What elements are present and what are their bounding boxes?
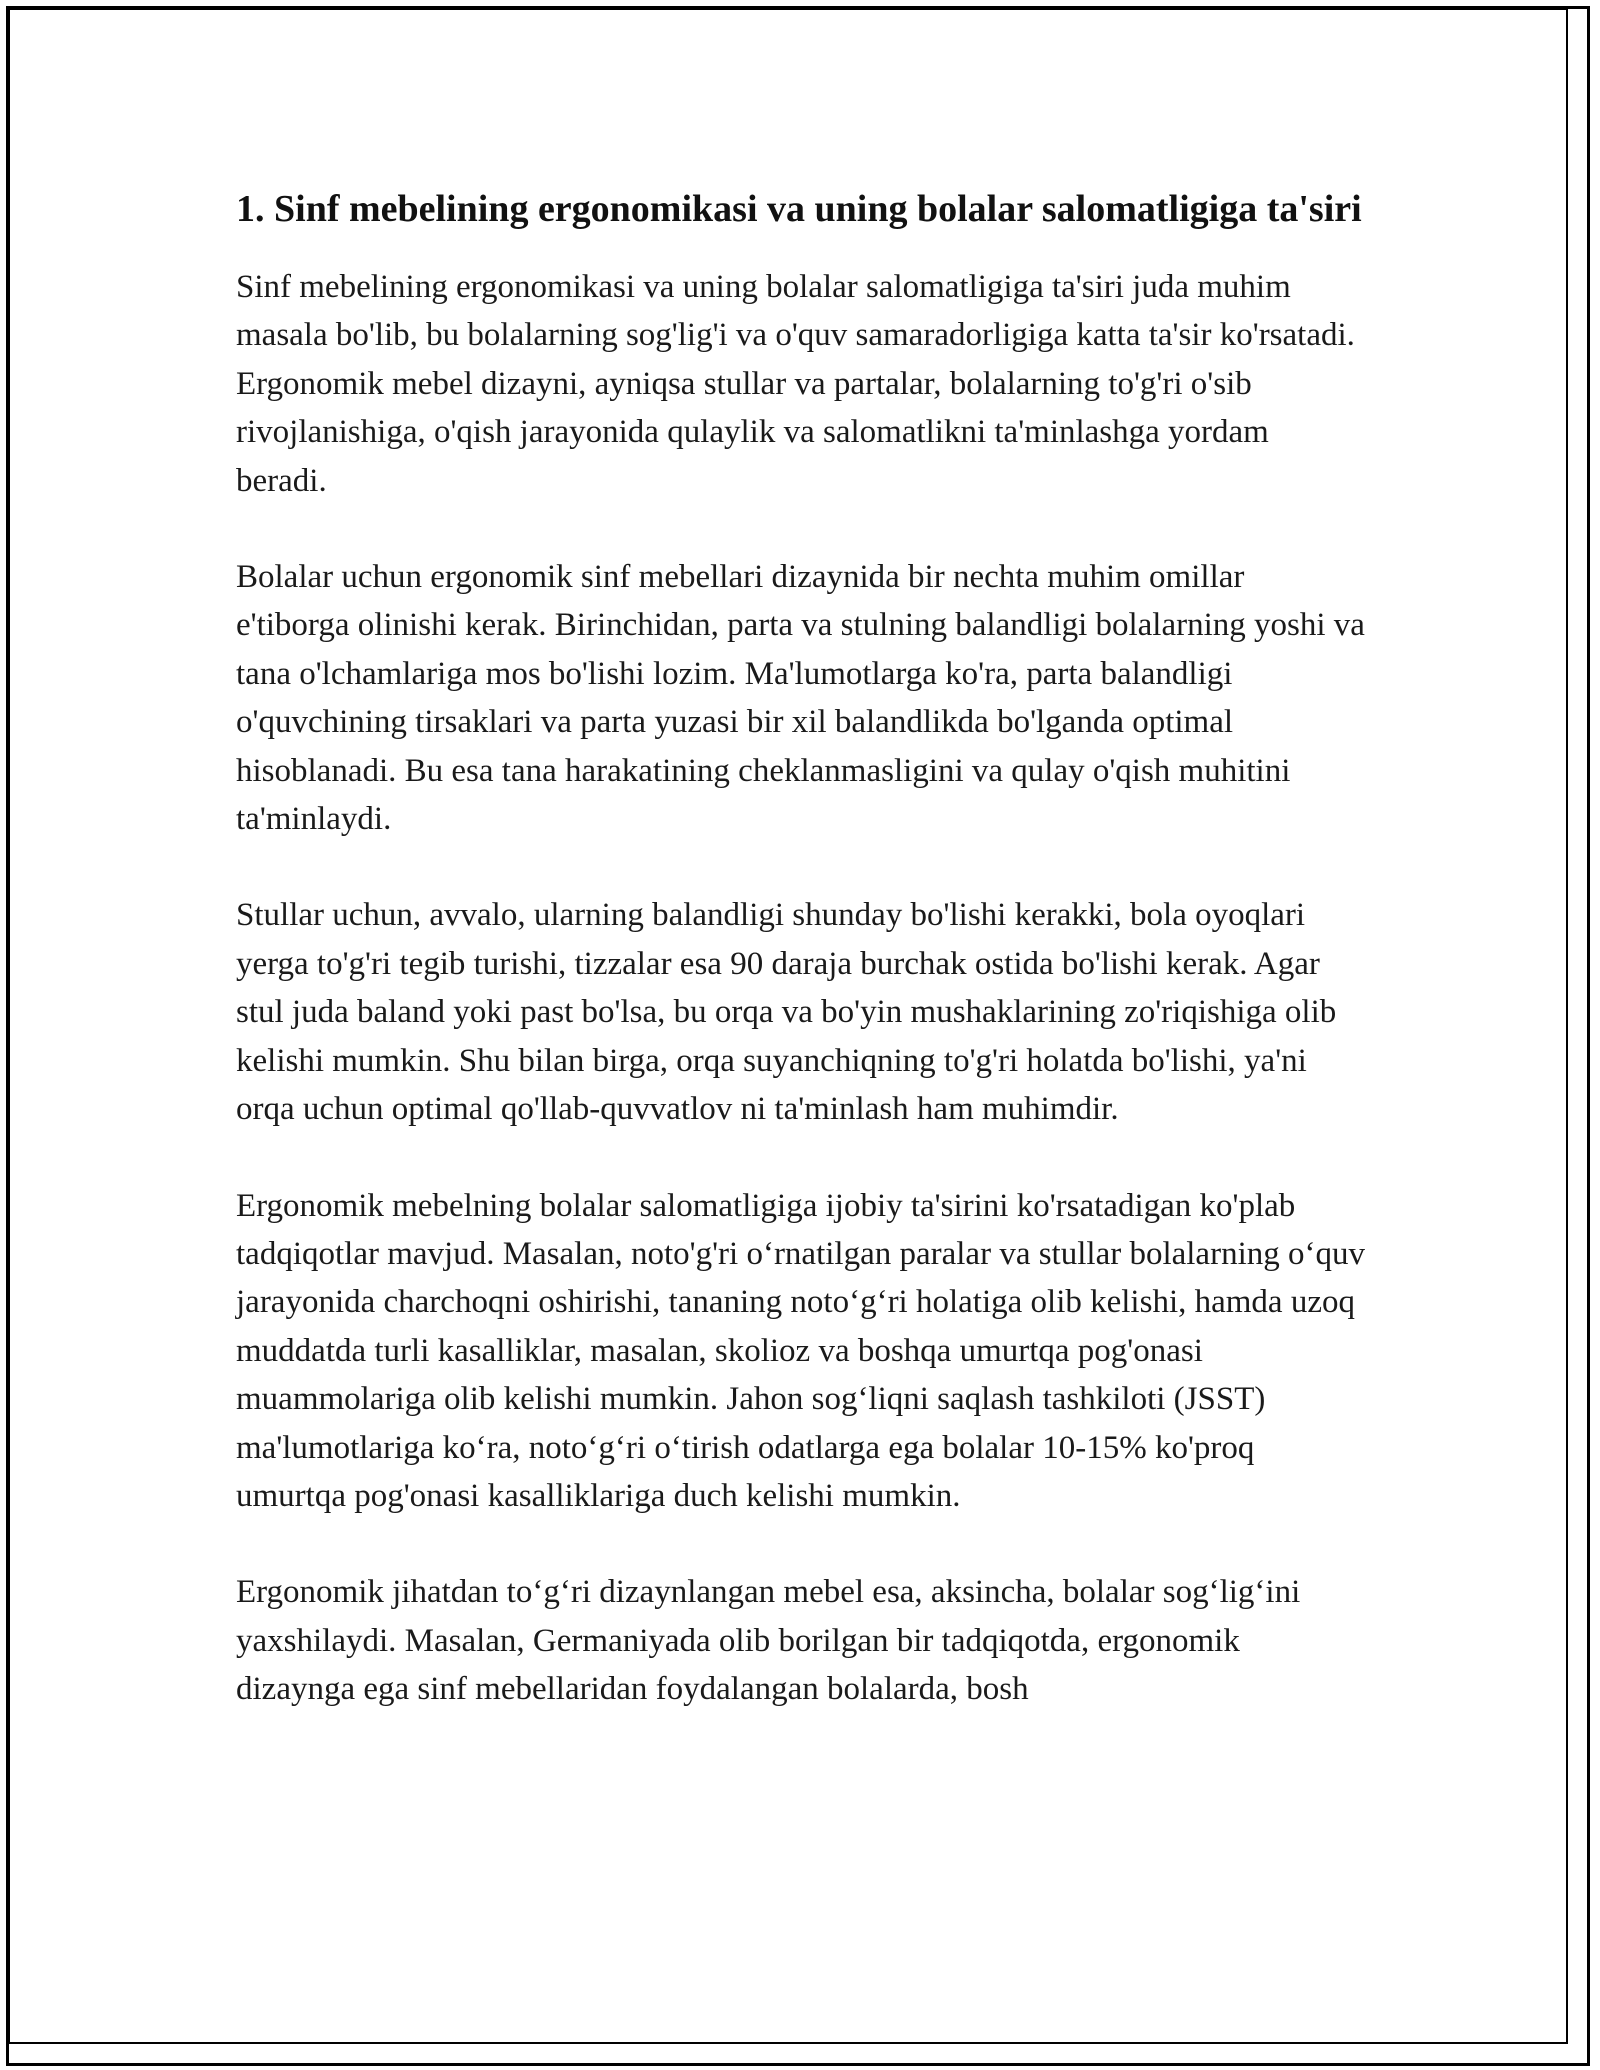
paragraph-intro: Sinf mebelining ergonomikasi va uning bolalar salomatligiga ta'siri juda muhim masala bo'lib, bu bolalarning sog'lig'i va o'quv samaradorligiga katta ta'sir ko'rsatadi. Ergonomik mebel dizayni, ayniqsa stullar va partalar, bolalarning to'g'ri o'sib rivojlanishiga, o'qish jarayonida qulaylik va salomatlikni ta'minlashga yordam beradi. (236, 269, 1355, 499)
paragraph-benefits: Ergonomik jihatdan to‘g‘ri dizaynlangan mebel esa, aksincha, bolalar sog‘lig‘ini yaxshilaydi. Masalan, Germaniyada olib borilgan bir tadqiqotda, ergonomik dizaynga ega sinf mebellaridan foydalangan bolalarda, bosh (236, 1574, 1301, 1708)
paragraph-chairs: Stullar uchun, avvalo, ularning balandligi shunday bo'lishi kerakki, bola oyoqlari yerga to'g'ri tegib turishi, tizzalar esa 90 daraja burchak ostida bo'lishi kerak. Agar stul juda baland yoki past bo'lsa, bu orqa va bo'yin mushaklarining zo'riqishiga olib kelishi mumkin. Shu bilan birga, orqa suyanchiqning to'g'ri holatda bo'lishi, ya'ni orqa uchun optimal qo'llab-quvvatlov ni ta'minlash ham muhimdir. (236, 897, 1337, 1128)
paragraph-research: Ergonomik mebelning bolalar salomatligiga ijobiy ta'sirini ko'rsatadigan ko'plab tadqiqotlar mavjud. Masalan, noto'g'ri o‘rnatilgan paralar va stullar bolalarning o‘quv jarayonida charchoqni oshirishi, tananing noto‘g‘ri holatiga olib kelishi, hamda uzoq muddatda turli kasalliklar, masalan, skolioz va boshqa umurtqa pog'onasi muammolariga olib kelishi mumkin. Jahon sog‘liqni saqlash tashkiloti (JSST) ma'lumotlariga ko‘ra, noto‘g‘ri o‘tirish odatlarga ega bolalar 10-15% ko'proq umurtqa pog'onasi kasalliklariga duch kelishi mumkin. (236, 1187, 1365, 1514)
document-title: 1. Sinf mebelining ergonomikasi va uning bolalar salomatligiga ta'siri (236, 188, 1362, 230)
paragraph-design-factors: Bolalar uchun ergonomik sinf mebellari dizaynida bir nechta muhim omillar e'tiborga olinishi kerak. Birinchidan, parta va stulning balandligi bolalarning yoshi va tana o'lchamlariga mos bo'lishi lozim. Ma'lumotlarga ko'ra, parta balandligi o'quvchining tirsaklari va parta yuzasi bir xil balandlikda bo'lganda optimal hisoblanadi. Bu esa tana harakatining cheklanmasligini va qulay o'qish muhitini ta'minlaydi. (236, 559, 1365, 838)
document-body (236, 182, 1366, 1714)
